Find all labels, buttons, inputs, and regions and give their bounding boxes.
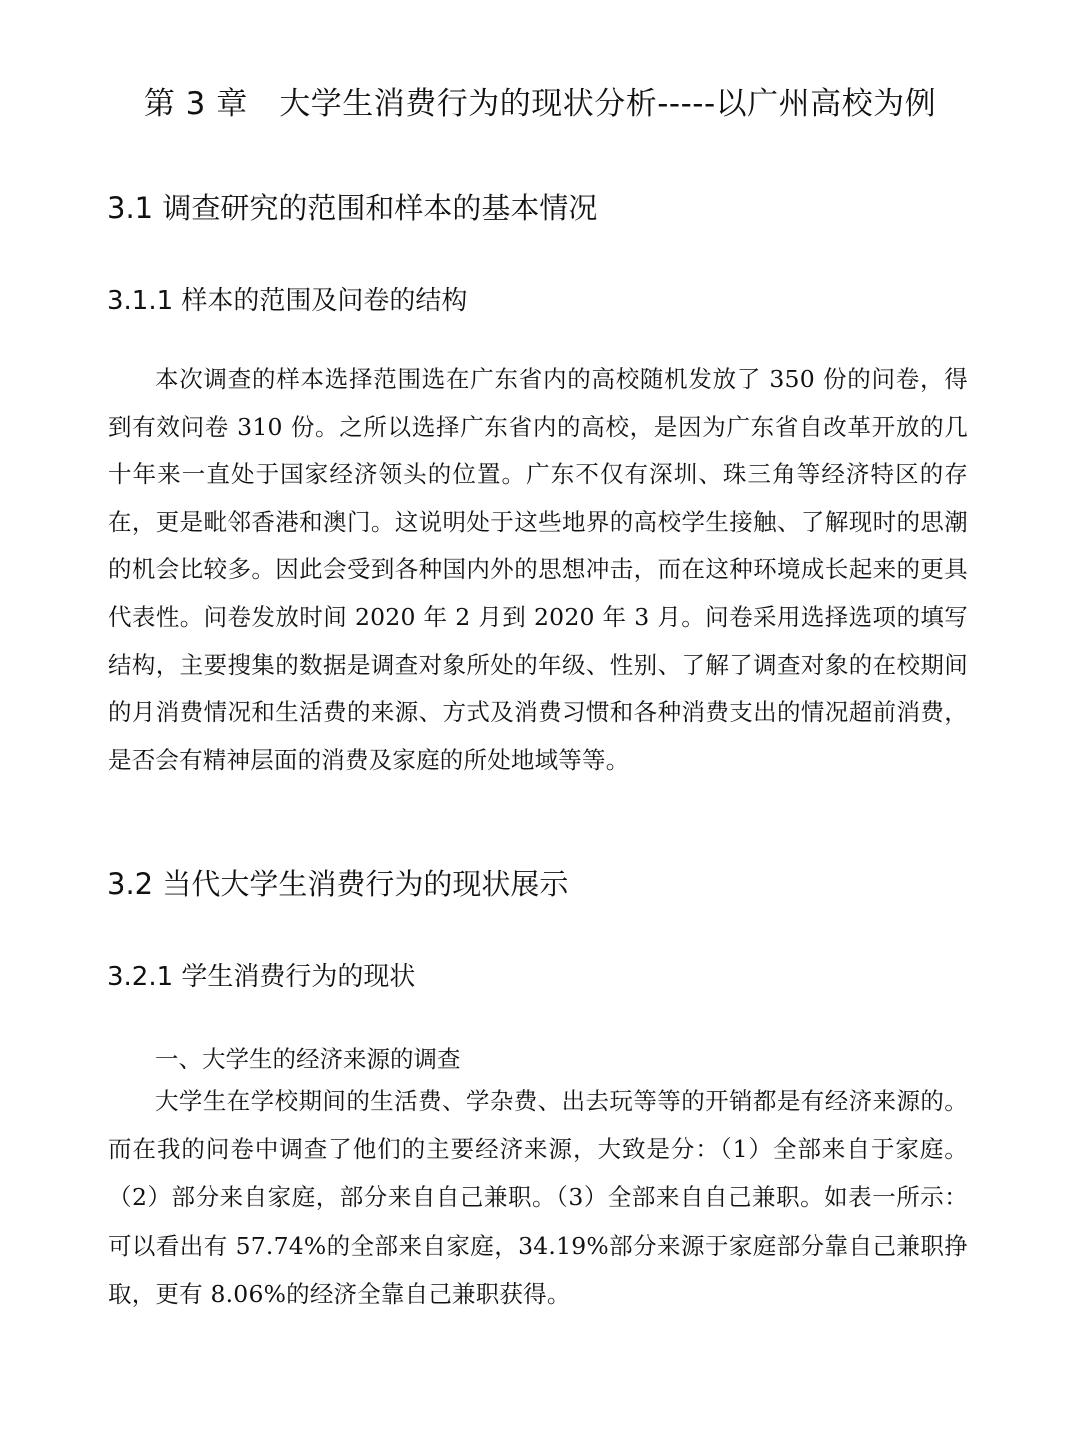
subsection-heading-3-2-1: 3.2.1 学生消费行为的现状 xyxy=(107,962,416,992)
item-heading-economic-source: 一、大学生的经济来源的调查 xyxy=(155,1045,461,1073)
chapter-title: 第 3 章 大学生消费行为的现状分析-----以广州高校为例 xyxy=(143,86,937,122)
section-heading-3-1: 3.1 调查研究的范围和样本的基本情况 xyxy=(107,191,598,225)
section-heading-3-2: 3.2 当代大学生消费行为的现状展示 xyxy=(107,867,569,901)
body-paragraph-sample-scope: 本次调查的样本选择范围选在广东省内的高校随机发放了 350 份的问卷，得到有效问卷 310 份。之所以选择广东省内的高校，是因为广东省自改革开放的几十年来一直处于国家经济领头的位置。广东不仅有深圳、珠三角等经济特区的存在，更是毗邻香港和澳门。这说明处于这些地界的高校学生接触、了解现时的思潮的机会比较多。因此会受到各种国内外的思想冲击，而在这种环境成长起来的更具代表性。问卷发放时间 2020 年 2 月到 2020 年 3 月。问卷采用选择选项的填写结构，主要搜集的数据是调查对象所处的年级、性别、了解了调查对象的在校期间的月消费情况和生活费的来源、方式及消费习惯和各种消费支出的情况超前消费，是否会有精神层面的消费及家庭的所处地域等等。 xyxy=(108,365,968,774)
body-paragraph-economic-source: 大学生在学校期间的生活费、学杂费、出去玩等等的开销都是有经济来源的。而在我的问卷中调查了他们的主要经济来源，大致是分：（1）全部来自于家庭。（2）部分来自家庭，部分来自自己兼职。（3）全部来自自己兼职。如表一所示：可以看出有 57.74%的全部来自家庭，34.19%部分来源于家庭部分靠自己兼职挣取，更有 8.06%的经济全靠自己兼职获得。 xyxy=(108,1087,968,1308)
subsection-heading-3-1-1: 3.1.1 样本的范围及问卷的结构 xyxy=(107,286,468,316)
